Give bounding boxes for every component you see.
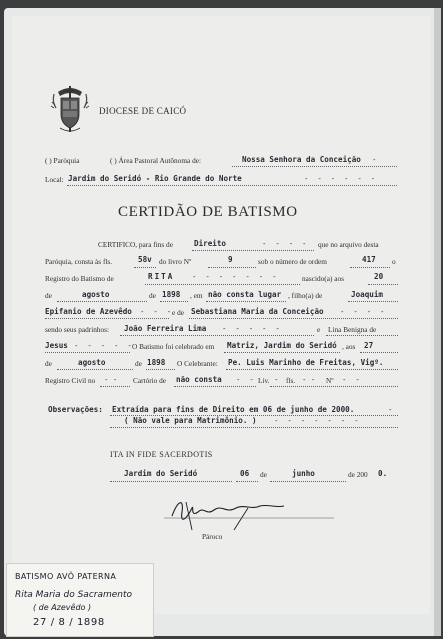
underline (368, 284, 398, 285)
underline (110, 481, 232, 482)
note-line2: Rita Maria do Sacramento (15, 590, 133, 600)
diocese-name: DIOCESE DE CAICÓ (99, 106, 187, 116)
underline (45, 352, 130, 353)
underline (110, 415, 398, 416)
birth-day: 20 (374, 272, 384, 281)
baptism-month: agosto (78, 358, 106, 367)
celebrante-label: O Celebrante: (177, 359, 218, 368)
closing-year-prefix: de 200 (348, 470, 368, 479)
note-line4: 27 / 8 / 1898 (33, 617, 105, 628)
fill-dash: - - - - (340, 307, 385, 316)
livro-label: Liv. (258, 376, 270, 385)
registro-civil-label: Registro Civil no (45, 376, 96, 385)
de-text: de (45, 359, 52, 368)
fill-dash: - - - - - - - (274, 416, 359, 425)
baptized-name: RITA (148, 272, 175, 281)
underline (270, 481, 346, 482)
fill-dash: - (372, 155, 377, 164)
fill-dash: - - (342, 375, 360, 384)
note-line1: BATISMO AVÔ PATERNA (15, 572, 117, 581)
closing-day: 06 (240, 469, 250, 478)
de-text: de (260, 470, 267, 479)
em-text: , em (190, 291, 203, 300)
closing-city: Jardim do Seridó (124, 469, 198, 478)
ordem-value: 417 (362, 255, 376, 264)
birth-place: não consta lugar (208, 290, 282, 299)
underline (192, 250, 314, 251)
mother-name: Sebastiana Maria da Conceição (191, 307, 324, 316)
observacoes-label: Observações: (48, 405, 103, 414)
de-text: de (135, 359, 142, 368)
registro-label: Registro do Batismo de (45, 274, 114, 283)
fill-dash: - - - - - (222, 324, 280, 333)
underline (360, 352, 398, 353)
fill-dash: - (388, 405, 393, 414)
e-de-text: e de (172, 308, 184, 317)
area-pastoral-label: ( ) Área Pastoral Autônoma de: (110, 156, 201, 165)
godfather-name: João Ferreira Lima (124, 324, 207, 333)
baptism-day: 27 (364, 341, 374, 350)
de-text: de (45, 291, 52, 300)
fill-dash: - - - - - - (304, 174, 376, 183)
motto: ITA IN FIDE SACERDOTIS (110, 450, 213, 459)
e-text: e (317, 325, 321, 334)
underline (67, 185, 397, 186)
aos-text: , aos (342, 342, 356, 351)
local-value: Jardim do Seridó - Rio Grande do Norte (68, 174, 242, 183)
do-livro-text: do livro Nº (159, 257, 192, 266)
underline (100, 386, 130, 387)
underline (270, 386, 398, 387)
fins-value: Direito (194, 239, 227, 248)
birth-month: agosto (82, 290, 110, 299)
paroquia-checkbox-label: ( ) Paróquia (45, 156, 80, 165)
fls-value: 58v (138, 255, 152, 264)
father-name-part2: Epifanio de Azevêdo (45, 307, 132, 316)
closing-month: junho (292, 469, 315, 478)
underline (326, 335, 398, 336)
underline (206, 301, 286, 302)
o-text: o (392, 257, 396, 266)
baptism-year: 1898 (147, 358, 166, 367)
godmother-name-part1: Lina Benigna de (328, 325, 377, 334)
cartorio-value: não consta (176, 375, 222, 384)
certificate-document (12, 16, 430, 614)
certifico-text: CERTIFICO, para fins de (98, 240, 173, 249)
underline (189, 318, 398, 319)
folhas-label: fls. (286, 376, 296, 385)
padrinhos-label: sendo seus padrinhos: (45, 325, 110, 334)
priest-signature (164, 494, 334, 532)
underline (145, 284, 300, 285)
fill-dash: - - (236, 375, 254, 384)
closing-year-digit: 0. (378, 469, 388, 478)
paroquia-consta-text: Paróquia, consta às fls. (45, 257, 113, 266)
fill-dash: - - - - - - - (192, 272, 277, 281)
underline (174, 386, 256, 387)
underline (57, 301, 147, 302)
numero-label: Nº (326, 376, 334, 385)
filho-text: , filho(a) de (288, 291, 323, 300)
livro-value: 9 (228, 255, 233, 264)
underline (120, 335, 314, 336)
observacoes-line2: ( Não vale para Matrimônio. ) (124, 416, 257, 425)
fill-dash: - - - - (262, 239, 307, 248)
nascido-text: nascido(a) aos (302, 274, 344, 283)
underline (208, 267, 256, 268)
que-no-arquivo-text: que no arquivo desta (318, 240, 379, 249)
underline (134, 267, 156, 268)
godmother-name-part2: Jesus (45, 341, 68, 350)
underline (110, 427, 398, 428)
birth-year: 1898 (162, 290, 181, 299)
paroco-label: Pároco (202, 532, 223, 541)
underline (236, 481, 258, 482)
handwritten-note (6, 563, 154, 637)
fill-dash: - - (104, 375, 118, 384)
certificate-title: CERTIDÃO DE BATISMO (118, 204, 298, 220)
cartorio-label: Cartório de (133, 376, 167, 385)
underline (224, 352, 340, 353)
father-name-part1: Joaquim (351, 290, 384, 299)
underline (160, 301, 188, 302)
underline (226, 369, 398, 370)
fill-dash: - (274, 375, 279, 384)
note-line3: ( de Azevêdo ) (33, 603, 92, 612)
fill-dash: - - - (140, 307, 172, 316)
local-label: Local: (45, 175, 64, 184)
underline (146, 369, 175, 370)
celebrant-name: Pe. Luis Marinho de Freitas, Vigº. (228, 358, 384, 367)
fill-dash: - - (302, 375, 316, 384)
underline (348, 301, 398, 302)
underline (57, 369, 133, 370)
parish-name: Nossa Senhora da Conceição (242, 155, 361, 164)
diocese-coat-of-arms-icon (50, 82, 90, 134)
sleeve-edge (434, 8, 441, 636)
de-text: de (149, 291, 156, 300)
sob-numero-text: sob o número de ordem (258, 257, 327, 266)
celebrado-text: O Batismo foi celebrado em (132, 342, 215, 351)
underline (350, 267, 390, 268)
underline (45, 318, 169, 319)
underline (232, 166, 397, 167)
observacoes-line1: Extraída para fins de Direito em 06 de junho de 2000. (112, 405, 355, 414)
fill-dash: - - - - - (74, 341, 132, 350)
baptism-place: Matriz, Jardim do Seridó (227, 341, 337, 350)
